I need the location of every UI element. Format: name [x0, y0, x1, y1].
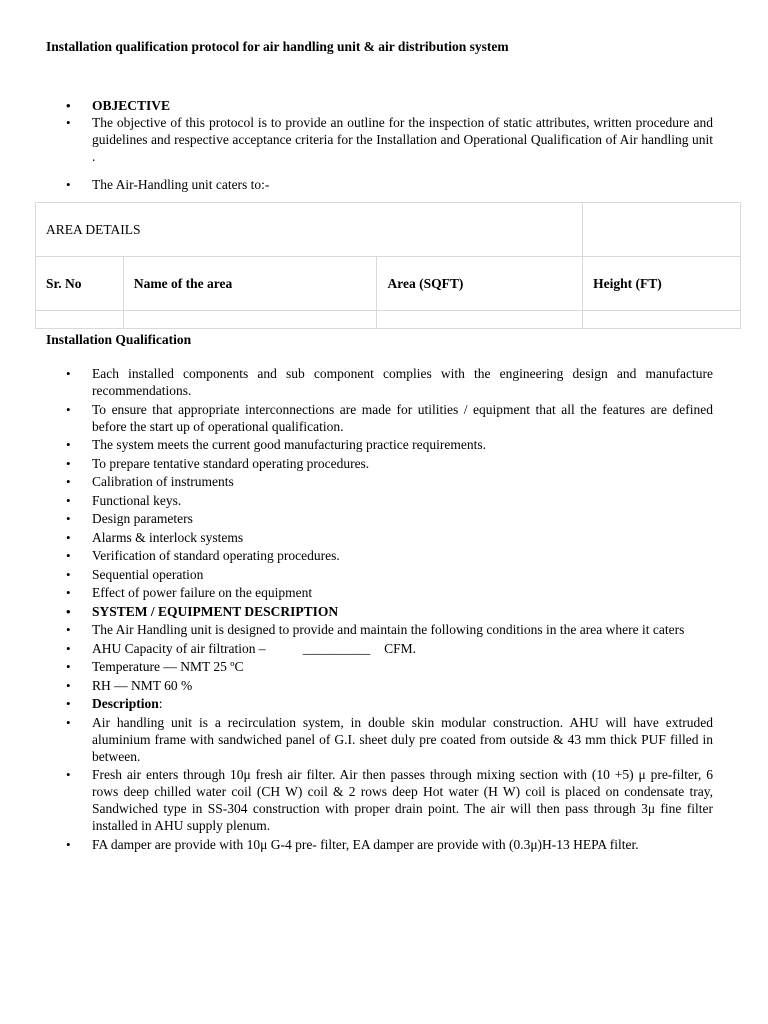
table-row — [36, 311, 741, 329]
system-description-heading: • SYSTEM / EQUIPMENT DESCRIPTION — [0, 603, 768, 620]
list-item: • Sequential operation — [0, 566, 768, 583]
area-table-title-row — [36, 203, 741, 257]
objective-heading: • OBJECTIVE — [0, 97, 768, 114]
list-item: • FA damper are provide with 10μ G-4 pre- filter, EA damper are provide with (0.3μ)H-13 HEPA filter. — [0, 836, 768, 853]
objective-text: • The objective of this protocol is to provide an outline for the inspection of static attributes, written procedure and guidelines and respective acceptance criteria for the Installation and Operational Qualification of Air handling unit . — [0, 114, 768, 165]
list-item: • Alarms & interlock systems — [0, 529, 768, 546]
list-item: • Design parameters — [0, 510, 768, 527]
temperature-item: • Temperature — NMT 25 ºC — [0, 658, 768, 675]
list-item: • To prepare tentative standard operating procedures. — [0, 455, 768, 472]
list-item: • The system meets the current good manufacturing practice requirements. — [0, 436, 768, 453]
capacity-label: AHU Capacity of air filtration – — [92, 640, 266, 656]
list-item: • To ensure that appropriate interconnections are made for utilities / equipment that all the features are defined before the start up of operational qualification. — [0, 401, 768, 435]
header-area-name: Name of the area — [123, 257, 377, 311]
list-item: • Fresh air enters through 10μ fresh air filter. Air then passes through mixing section with (10 +5) μ pre-filter, 6 rows deep chilled water coil (CH W) coil & 2 rows deep Hot water (H W) coil is placed on condensate tray, Sandwiched type in SS-304 construction with proper drain point. The air will then pass through 3μ fine filter installed in AHU supply plenum. — [0, 766, 768, 834]
conditions-intro: • The Air Handling unit is designed to provide and maintain the following conditions in the area where it caters — [0, 621, 768, 638]
area-table-header-row — [36, 257, 741, 311]
iq-list — [0, 365, 768, 854]
iq-heading: Installation Qualification — [46, 332, 192, 347]
area-table-title: AREA DETAILS — [36, 203, 583, 257]
list-item: • Functional keys. — [0, 492, 768, 509]
description-colon: : — [158, 696, 163, 711]
description-label-item — [0, 695, 768, 712]
capacity-unit: CFM. — [384, 640, 416, 656]
list-item: • Air handling unit is a recirculation system, in double skin modular construction. AHU will have extruded aluminium frame with sandwiched panel of G.I. sheet duly pre coated from outside & 43 mm thick PUF filled in between. — [0, 714, 768, 765]
header-height-ft: Height (FT) — [583, 257, 741, 311]
area-table-empty-cell — [583, 203, 741, 257]
list-item: • Verification of standard operating procedures. — [0, 547, 768, 564]
header-area-sqft: Area (SQFT) — [377, 257, 583, 311]
list-item: • Effect of power failure on the equipment — [0, 584, 768, 601]
objective-list — [0, 97, 768, 193]
capacity-blank — [303, 640, 381, 657]
list-item: • Each installed components and sub component complies with the engineering design and manufacture recommendations. — [0, 365, 768, 399]
description-label: Description — [92, 696, 159, 711]
header-sr-no: Sr. No — [36, 257, 124, 311]
rh-item: • RH — NMT 60 % — [0, 677, 768, 694]
list-item: • Calibration of instruments — [0, 473, 768, 490]
capacity-item — [0, 640, 768, 657]
document-title: Installation qualification protocol for air handling unit & air distribution system — [46, 39, 509, 54]
caters-text: • The Air-Handling unit caters to:- — [0, 176, 768, 193]
area-details-table — [35, 202, 741, 329]
